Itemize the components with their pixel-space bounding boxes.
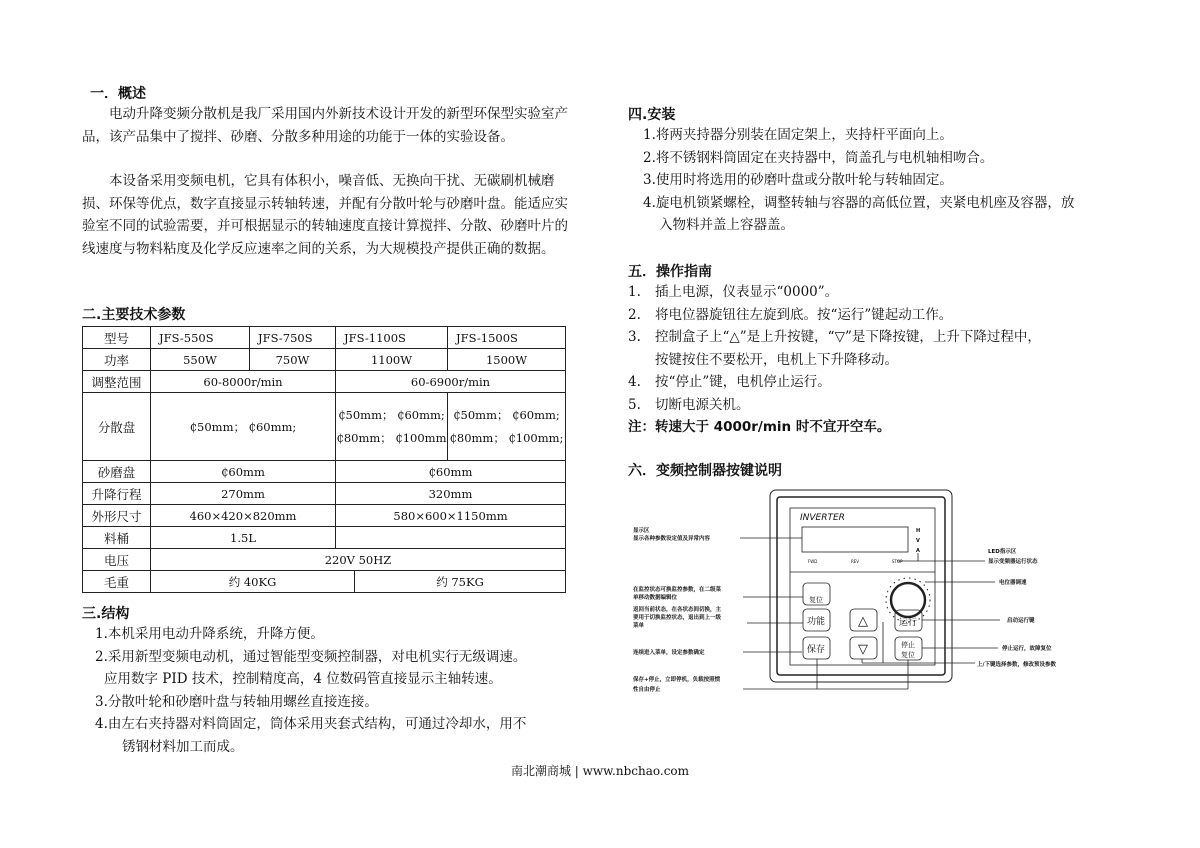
note-emergency-stop-2: 性自由停止 — [633, 687, 661, 693]
cell: 60-6900r/min — [336, 371, 566, 393]
cell: 270mm — [151, 483, 336, 505]
cell: JFS-1500S — [448, 327, 566, 349]
cell-line: ₵80mm； ₵100mm; — [449, 430, 564, 445]
section-title-structure: 三.结构 — [82, 606, 130, 622]
cell: 460×420×820mm — [151, 505, 336, 527]
item-text: 按键按住不要松开，电机上下升降移动。 — [655, 351, 898, 368]
cell: 580×600×1150mm — [336, 505, 566, 527]
lcd-display — [802, 527, 908, 552]
brand-label: INVERTER — [800, 513, 845, 523]
section-title-controller: 六．变频控制器按键说明 — [628, 463, 782, 479]
cell: ₵60mm — [151, 461, 336, 483]
overview-paragraph-1: 电动升降变频分散机是我厂采用国内外新技术设计开发的新型环保型实验室产品，该产品集中了搅拌、砂磨、分散多种用途的功能于一体的实验设备。 — [82, 106, 568, 145]
row-label: 电压 — [83, 549, 151, 571]
led-fwd: FWD — [808, 559, 818, 564]
item-text: 按“停止”键，电机停止运行。 — [655, 374, 831, 390]
footer-watermark: 南北潮商城 | www.nbchao.com — [510, 764, 690, 778]
section-title-install: 四.安装 — [628, 107, 676, 123]
list-item: 锈钢材料加工而成。 — [122, 738, 244, 755]
list-item: 3.分散叶轮和砂磨叶盘与转轴用螺丝直接连接。 — [95, 693, 378, 710]
cell: ₵50mm； ₵60mm; — [151, 393, 336, 461]
list-item: 1.将两夹持器分别装在固定架上，夹持杆平面向上。 — [643, 127, 953, 143]
note-run-key: 启动运行键 — [1007, 618, 1035, 624]
row-label: 型号 — [83, 327, 151, 349]
list-item: 2.采用新型变频电动机，通过智能型变频控制器，对电机实行无级调速。 — [95, 648, 527, 665]
note-save-key: 连续进入菜单，设定参数确定 — [633, 650, 705, 656]
note-led-area-desc: 显示变频器运行状态 — [988, 559, 1038, 565]
down-key[interactable]: ▽ — [858, 642, 868, 657]
indicator-h: H — [916, 528, 921, 534]
up-key[interactable]: △ — [858, 614, 868, 629]
note-stop-key: 停止运行，故障复位 — [1002, 646, 1052, 652]
potentiometer-knob-icon[interactable] — [891, 583, 925, 617]
stop-reset-key[interactable]: 复位 — [901, 651, 915, 659]
cell-line: ₵80mm； ₵100mm — [336, 430, 447, 445]
cell: JFS-750S — [250, 327, 336, 349]
note-function-key: 返回当前状态，在各状态间切换，主 — [633, 607, 722, 613]
note-emergency-stop: 保存+停止，立即停机，负载按照惯 — [633, 677, 721, 683]
row-label: 料桶 — [83, 527, 151, 549]
item-number: 3. — [628, 329, 641, 345]
item-number: 1. — [628, 284, 641, 300]
cell: 750W — [250, 349, 336, 371]
item-text: 控制盒子上“△”是上升按键，“▽”是下降按键，上升下降过程中， — [655, 329, 1041, 345]
row-label: 毛重 — [83, 571, 151, 593]
weight-large: 约 75KG — [436, 574, 484, 589]
item-text: 插上电源，仪表显示“0000”。 — [655, 284, 839, 300]
note-reset-key-2: 单移动数据编辑位 — [633, 595, 678, 601]
cell: 220V 50HZ — [151, 549, 566, 571]
list-item: 2.将不锈钢料筒固定在夹持器中，筒盖孔与电机轴相吻合。 — [643, 149, 994, 166]
note-display-area-desc: 显示各种参数设定值及异常内容 — [633, 536, 711, 542]
cell: 320mm — [336, 483, 566, 505]
note-reset-key: 在监控状态可换监控参数，在二级菜 — [633, 587, 722, 593]
indicator-v: V — [916, 538, 920, 544]
item-number: 4. — [628, 374, 641, 390]
list-item: 4.旋电机锁紧螺栓，调整转轴与容器的高低位置，夹紧电机座及容器，放 — [643, 194, 1075, 211]
indicator-a: A — [916, 548, 920, 554]
row-label: 分散盘 — [83, 393, 151, 461]
note-potentiometer: 电位器调速 — [999, 580, 1027, 586]
cell: 1500W — [448, 349, 566, 371]
stop-key[interactable]: 停止 — [901, 641, 915, 649]
item-number: 5. — [628, 396, 641, 413]
item-text: 将电位器旋钮往左旋到底。按“运行”键起动工作。 — [655, 306, 953, 323]
row-label: 砂磨盘 — [83, 461, 151, 483]
led-rev: REV — [851, 559, 860, 564]
list-item: 3.使用时将选用的砂磨叶盘或分散叶轮与转轴固定。 — [643, 172, 953, 188]
section-title-specs: 二.主要技术参数 — [82, 307, 186, 323]
list-item: 4.由左右夹持器对料筒固定，筒体采用夹套式结构，可通过冷却水，用不 — [95, 716, 527, 732]
cell: 60-8000r/min — [151, 371, 336, 393]
cell-line: ₵50mm； ₵60mm; — [453, 407, 560, 422]
overview-paragraph-2: 本设备采用变频电机，它具有体积小，噪音低、无换向干扰、无碳刷机械磨损、环保等优点，数字直接显示转轴转速，并配有分散叶轮与砂磨叶盘。能适应实验室不同的试验需要，并可根据显示的转轴速度直接计算搅拌、分散、砂磨叶片的线速度与物料粘度及化学反应速率之间的关系，为大规模投产提供正确的数据。 — [82, 173, 568, 257]
row-label: 升降行程 — [83, 483, 151, 505]
operation-note: 注：转速大于 4000r/min 时不宜开空车。 — [628, 419, 891, 435]
note-function-key-2: 要用于切换监控状态，退出到上一级 — [633, 615, 722, 621]
note-function-key-3: 菜单 — [633, 623, 645, 629]
list-item: 入物料并盖上容器盖。 — [659, 217, 794, 233]
list-item: 应用数字 PID 技术，控制精度高，4 位数码管直接显示主轴转速。 — [104, 671, 502, 687]
section-title-operation: 五．操作指南 — [628, 264, 712, 280]
cell: ₵60mm — [336, 461, 566, 483]
weight-small: 约 40KG — [151, 571, 355, 592]
run-key[interactable]: 运行 — [898, 618, 918, 628]
note-led-area: LED指示区 — [988, 549, 1017, 555]
cell: JFS-550S — [151, 327, 250, 349]
section-title-overview: 一．概述 — [90, 86, 146, 102]
row-label: 功率 — [83, 349, 151, 371]
led-stop: STOP — [892, 559, 903, 564]
cell: 1100W — [336, 349, 448, 371]
cell-line: ₵50mm； ₵60mm; — [338, 407, 445, 422]
save-key[interactable]: 保存 — [806, 645, 826, 655]
item-number: 2. — [628, 306, 641, 323]
item-text: 切断电源关机。 — [655, 396, 750, 413]
row-label: 外形尺寸 — [83, 505, 151, 527]
reset-key[interactable]: 复位 — [809, 596, 823, 604]
cell: JFS-1100S — [336, 327, 448, 349]
list-item: 1.本机采用电动升降系统，升降方便。 — [95, 626, 324, 642]
cell: 550W — [151, 349, 250, 371]
cell: 1.5L — [151, 527, 336, 549]
function-key[interactable]: 功能 — [806, 617, 826, 627]
note-up-down-keys: 上/下键选择参数，修改预设参数 — [977, 662, 1057, 668]
note-display-area: 显示区 — [633, 528, 650, 534]
row-label: 调整范围 — [83, 371, 151, 393]
